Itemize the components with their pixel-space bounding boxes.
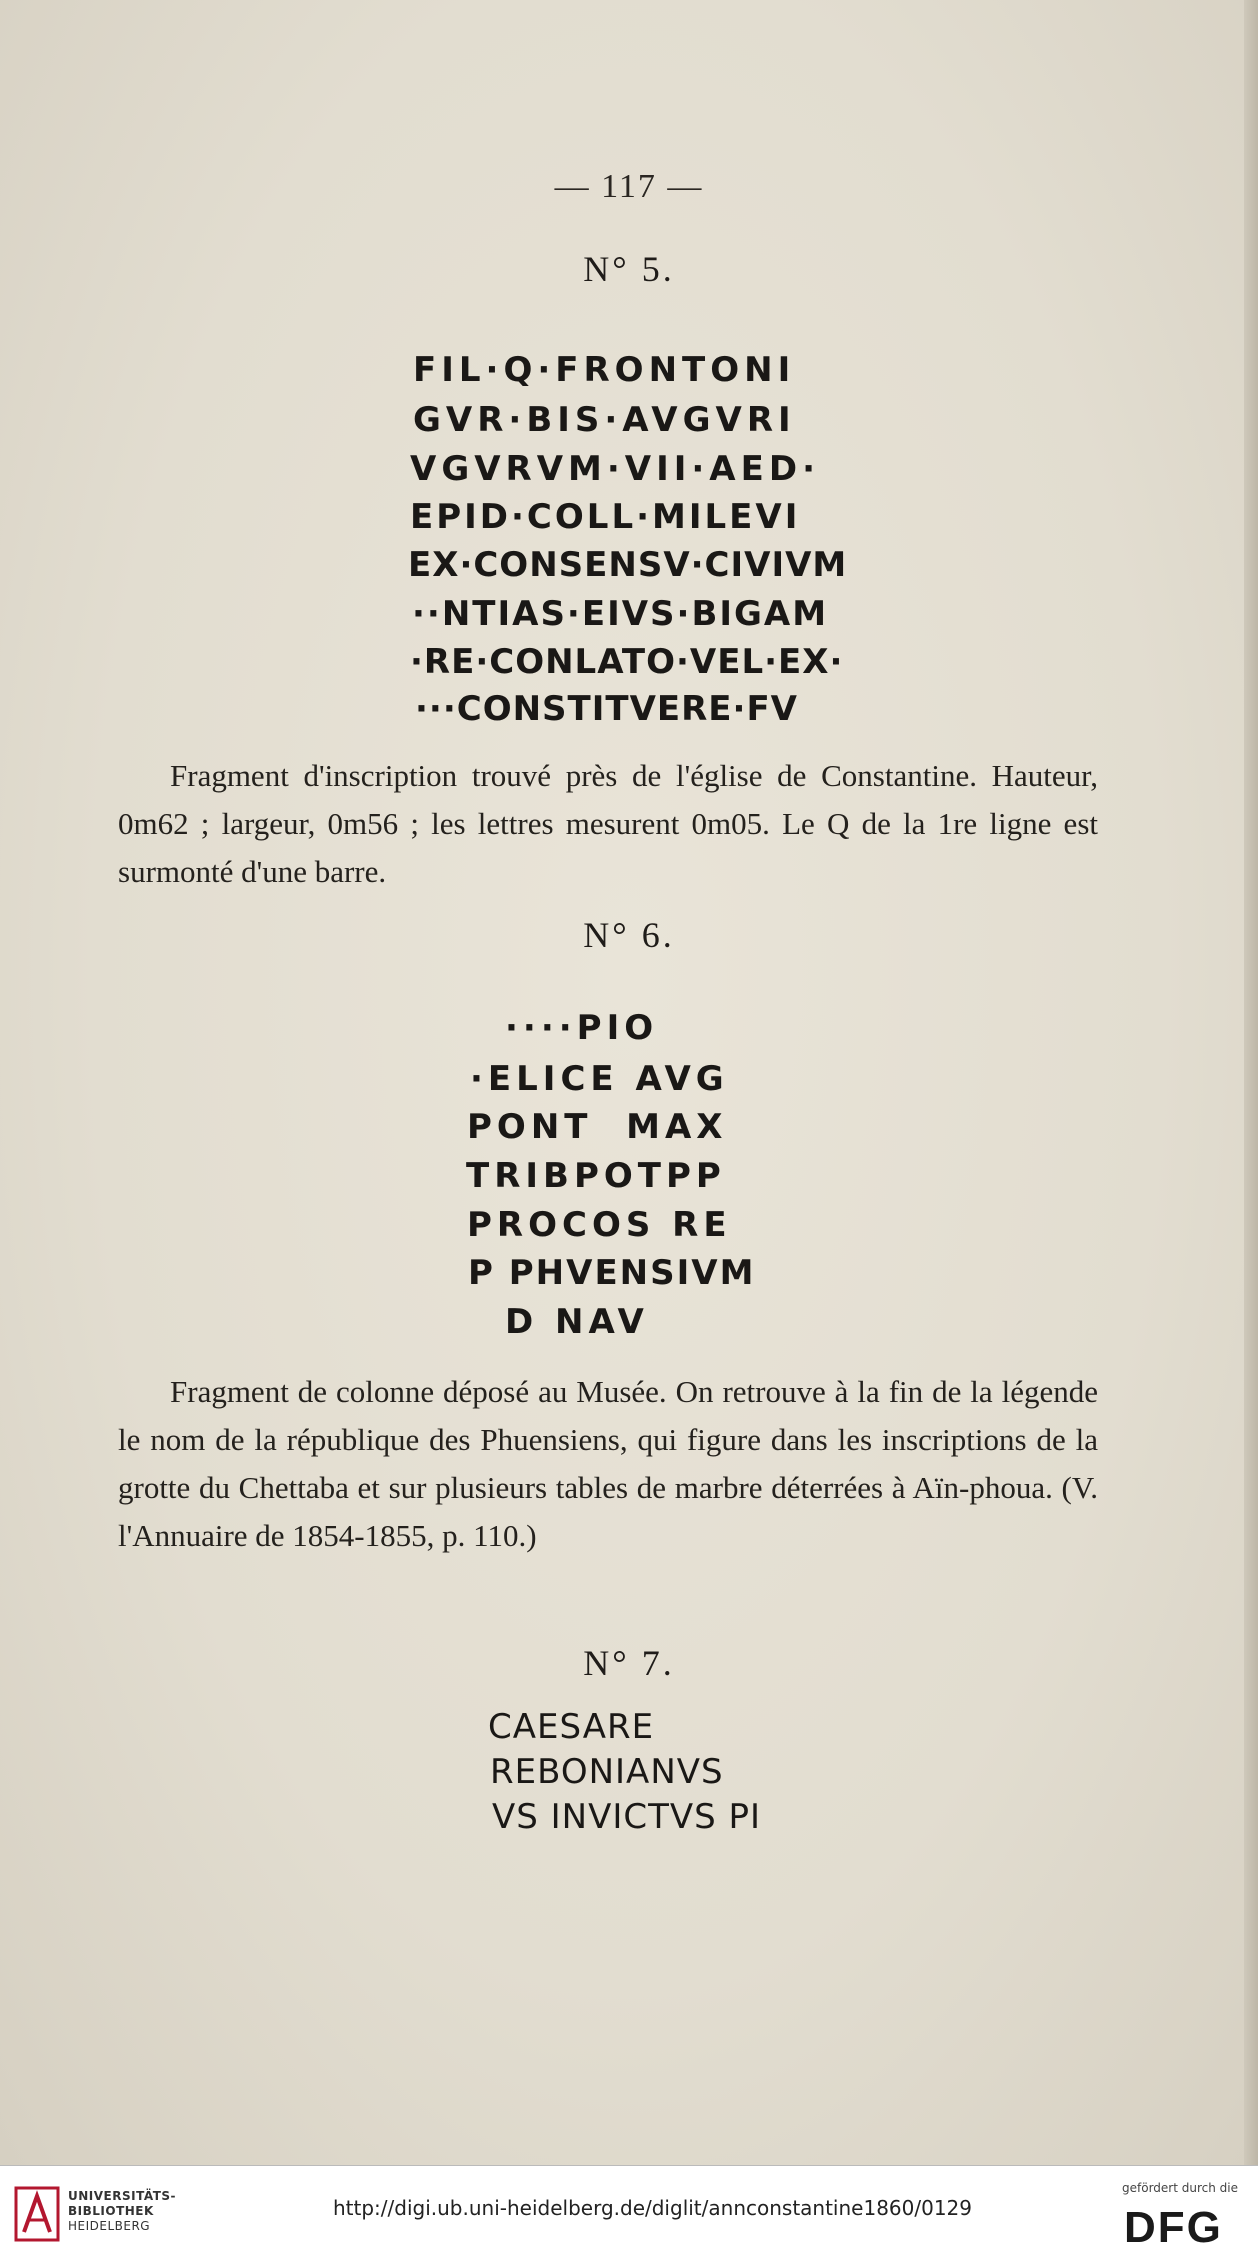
entry-heading-7: N° 7. bbox=[583, 1643, 675, 1683]
inscription-line: ·ELICE AVG bbox=[470, 1059, 729, 1099]
inscription-line: FIL·Q·FRONTONI bbox=[413, 350, 796, 390]
inscription-line: GVR·BIS·AVGVRI bbox=[413, 400, 796, 440]
viewer-footer bbox=[0, 2165, 1258, 2260]
inscription-line: EX·CONSENSV·CIVIVM bbox=[408, 545, 848, 585]
page-number: — 117 — bbox=[554, 168, 704, 205]
inscription-line: ··NTIAS·EIVS·BIGAM bbox=[412, 594, 829, 634]
entry-note-6 bbox=[118, 1368, 1098, 1560]
inscription-line: VS INVICTVS PI bbox=[492, 1797, 762, 1837]
inscription-line: ···CONSTITVERE·FV bbox=[415, 689, 798, 729]
inscription-line: VGVRVM·VII·AED· bbox=[410, 449, 820, 489]
inscription-line: PROCOS RE bbox=[467, 1205, 732, 1245]
university-seal-icon bbox=[14, 2186, 60, 2242]
library-name-line: UNIVERSITÄTS- bbox=[68, 2189, 177, 2203]
inscription-line: ····PIO bbox=[505, 1008, 659, 1048]
library-name bbox=[68, 2189, 176, 2234]
inscription-line: REBONIANVS bbox=[490, 1752, 724, 1792]
library-name-line: HEIDELBERG bbox=[68, 2219, 151, 2233]
note-text: Fragment de colonne déposé au Musée. On retrouve à la fin de la légende le nom de la république des Phuensiens, qui figure dans les inscriptions de la grotte du Chettaba et sur plusieurs tables de marbre déterrées à Aïn-phoua. (V. l'Annuaire de 1854-1855, p. 110.) bbox=[118, 1374, 1098, 1553]
permalink-url[interactable]: http://digi.ub.uni-heidelberg.de/diglit/annconstantine1860/0129 bbox=[333, 2196, 973, 2220]
entry-note-5 bbox=[118, 752, 1098, 896]
note-text: Fragment d'inscription trouvé près de l'église de Constantine. Hauteur, 0m62 ; largeur, 0m56 ; les lettres mesurent 0m05. Le Q de la 1re ligne est surmonté d'une barre. bbox=[118, 758, 1098, 889]
library-name-line: BIBLIOTHEK bbox=[68, 2204, 154, 2218]
inscription-line: ·RE·CONLATO·VEL·EX· bbox=[410, 642, 844, 682]
page-edge bbox=[1244, 0, 1258, 2165]
funding-label: gefördert durch die bbox=[1122, 2181, 1238, 2195]
funder-name: DFG bbox=[1124, 2203, 1223, 2250]
inscription-line: CAESARE bbox=[488, 1707, 655, 1747]
inscription-line: TRIBPOTPP bbox=[466, 1156, 726, 1196]
inscription-line: EPID·COLL·MILEVI bbox=[410, 497, 801, 537]
entry-heading-5: N° 5. bbox=[583, 249, 675, 289]
inscription-line: D NAV bbox=[505, 1302, 649, 1342]
inscription-line: PONT MAX bbox=[467, 1107, 728, 1147]
inscription-line: P PHVENSIVM bbox=[468, 1253, 756, 1293]
dfg-logo-icon bbox=[1122, 2200, 1240, 2250]
entry-heading-6: N° 6. bbox=[583, 915, 675, 955]
